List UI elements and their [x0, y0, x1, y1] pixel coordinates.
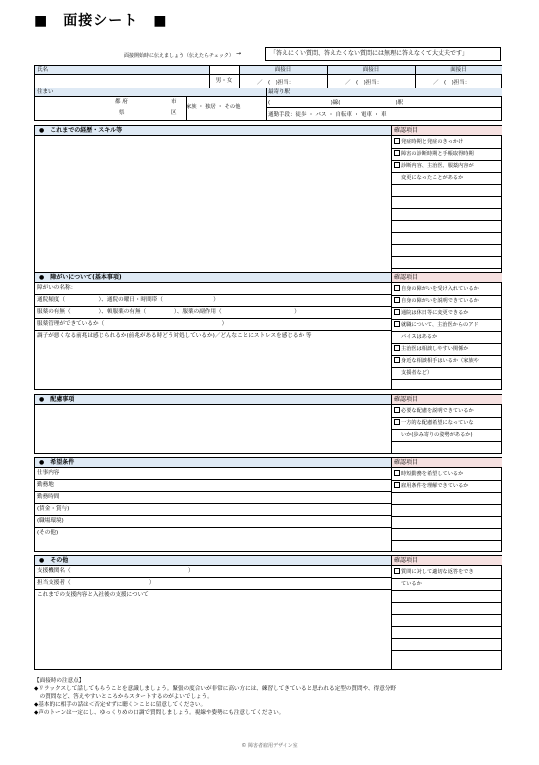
checkbox[interactable]	[394, 568, 400, 574]
form-row[interactable]: (職場環境)	[35, 516, 391, 528]
note-item: ◆基本的に相手の話は＜否定せずに聴く＞ことに留意してください。	[34, 702, 207, 708]
form-row[interactable]: 担当支援者（ ）	[35, 578, 391, 590]
checkbox[interactable]	[394, 407, 400, 413]
check-item: 診断内容、主治医、服薬内容が	[401, 163, 474, 169]
copyright-footer: © 障害者雇用デザイン室	[241, 743, 298, 749]
check-item: 発症時期と発症のきっかけ	[401, 139, 464, 145]
check-header: 確認項目	[391, 395, 502, 405]
interview-date-field-1[interactable]: ／ ( )担当：	[257, 80, 295, 86]
form-row[interactable]: 支援機関名（ ）	[35, 566, 391, 578]
notes-block	[34, 677, 502, 717]
blank-row[interactable]	[392, 493, 502, 505]
address-label: 住まい	[35, 88, 266, 96]
checkbox[interactable]	[394, 321, 400, 327]
check-item: 質問に対して適切な返答をでき	[401, 569, 474, 575]
note-item: ◆声のトーンは一定にし、ゆっくりめの口調で質問しましょう。視線や姿勢にも注意してください。	[34, 710, 285, 716]
checkbox[interactable]	[394, 345, 400, 351]
check-header: 確認項目	[391, 126, 502, 136]
check-item: 支援者など）	[392, 368, 502, 380]
name-label: 氏名	[35, 66, 209, 74]
form-row[interactable]: 服薬の有無（ ）、頓服薬の有無（ ）、服薬の副作用（ ）	[35, 307, 391, 319]
form-row[interactable]: 調子が悪くなる前兆は感じられるか(前兆がある時どう対処しているか)／どんなことにストレスを感じるか 等	[37, 333, 312, 339]
blank-row[interactable]	[392, 591, 502, 603]
prefecture-label: 都 府	[115, 99, 128, 105]
note-item: ◆リラックスして話してもらうことを意識しましょう。緊張の度合いが非常に高い方には、練習してきていると思われる定型の質問や、得意分野	[34, 686, 397, 692]
checkbox[interactable]	[394, 162, 400, 168]
check-header: 確認項目	[391, 556, 502, 566]
checkbox[interactable]	[394, 470, 400, 476]
check-item: 変更になったことがあるか	[392, 173, 502, 185]
blank-row[interactable]	[392, 639, 502, 651]
form-row[interactable]: (賃金・賞与)	[35, 504, 391, 516]
instruction-text: 面接開始時に伝えましょう（伝えたらチェック）	[124, 53, 234, 59]
check-item: 就職について、主治医からのアド	[401, 322, 479, 328]
ward-label: 区	[171, 110, 177, 116]
interview-date-label-2: 面接日	[327, 66, 415, 74]
check-item: 通院は休日等に変更できるか	[401, 310, 469, 316]
form-row[interactable]: 服薬管理ができているか（ ）	[35, 319, 391, 331]
check-item: 身近な相談相手はいるか（家族や	[401, 358, 479, 364]
check-item: ているか	[392, 579, 502, 591]
check-item: 雇用条件を理解できているか	[401, 483, 469, 489]
interview-date-label-3: 面接日	[415, 66, 502, 74]
section-other	[34, 555, 502, 670]
section-disability	[34, 272, 502, 390]
form-row[interactable]: (その他)	[37, 530, 59, 536]
city-label: 市	[171, 99, 177, 105]
blank-row[interactable]	[392, 257, 502, 269]
check-header: 確認項目	[391, 273, 502, 283]
blank-row[interactable]	[392, 627, 502, 639]
gender-field[interactable]: 男・女	[215, 78, 233, 84]
blank-row[interactable]	[392, 517, 502, 529]
page-title: ■ 面接シート ■	[34, 13, 168, 29]
prefecture-label-2: 県	[119, 110, 125, 116]
station-field[interactable]: ( )線( )駅	[268, 100, 404, 106]
checkbox[interactable]	[394, 150, 400, 156]
interview-date-field-2[interactable]: ／ ( )担当：	[345, 80, 383, 86]
commute-field[interactable]: 通勤手段：徒歩 ・ バス ・ 自転車 ・ 電車 ・ 車	[268, 112, 387, 118]
blank-row[interactable]	[392, 221, 502, 233]
note-item: の質問など、答えやすいところからスタートするのがよいでしょう。	[34, 694, 213, 700]
notes-title: 【面接時の注意点】	[34, 678, 85, 684]
checkbox[interactable]	[394, 419, 400, 425]
blank-row[interactable]	[392, 603, 502, 615]
check-item: 障害の診断時期と手帳取得時期	[401, 151, 474, 157]
arrow-icon: →	[236, 50, 242, 57]
check-item: 自身の障がいを受け入れているか	[401, 286, 479, 292]
blank-row[interactable]	[392, 197, 502, 209]
blank-row[interactable]	[392, 529, 502, 541]
form-row[interactable]: 勤務地	[35, 480, 391, 492]
blank-row[interactable]	[392, 245, 502, 257]
section-career	[34, 125, 502, 273]
check-item: 時短勤務を希望しているか	[401, 471, 464, 477]
section-title: ● 障がいについて(基本事項)	[35, 273, 391, 283]
blank-row[interactable]	[392, 505, 502, 517]
interview-date-field-3[interactable]: ／ ( )担当：	[433, 80, 471, 86]
form-row[interactable]: 仕事内容	[35, 468, 391, 480]
checkbox[interactable]	[394, 285, 400, 291]
form-row[interactable]: 通院頻度（ ）、通院の曜日・時間帯（ ）	[35, 295, 391, 307]
section-title: ● その他	[35, 556, 391, 566]
checkbox[interactable]	[394, 309, 400, 315]
blank-row[interactable]	[392, 615, 502, 627]
form-row[interactable]: 障がいの名称：	[35, 283, 391, 295]
section-conditions	[34, 457, 502, 552]
family-field[interactable]: 家族 ・ 独居 ・ その他	[186, 104, 241, 110]
checkbox[interactable]	[394, 482, 400, 488]
instruction-box: 「答えにくい質問、答えたくない質問には無理に答えなくて大丈夫です」	[265, 47, 501, 61]
section-consideration	[34, 394, 502, 454]
blank-row[interactable]	[392, 209, 502, 221]
check-item: 一方的な配慮希望になっていな	[401, 420, 474, 426]
station-label: 最寄り駅	[266, 88, 502, 96]
check-header: 確認項目	[391, 458, 502, 468]
blank-row[interactable]	[392, 185, 502, 197]
blank-row[interactable]	[392, 233, 502, 245]
interview-date-label-1: 面接日	[239, 66, 327, 74]
checkbox[interactable]	[394, 138, 400, 144]
check-item: バイスはあるか	[392, 332, 502, 344]
checkbox[interactable]	[394, 297, 400, 303]
section-title: ● 配慮事項	[35, 395, 391, 405]
form-row[interactable]: 勤務時間	[35, 492, 391, 504]
check-item: 自身の障がいを説明できているか	[401, 298, 479, 304]
check-item: いか(歩み寄りの姿勢があるか)	[392, 430, 502, 442]
checkbox[interactable]	[394, 357, 400, 363]
section-title: ● これまでの経歴・スキル等	[35, 126, 391, 136]
form-row[interactable]: これまでの支援内容と入社後の支援について	[37, 592, 149, 598]
check-item: 主治医は相談しやすい関係か	[401, 346, 469, 352]
check-item: 必要な配慮を説明できているか	[401, 408, 474, 414]
header-block	[34, 65, 502, 121]
section-title: ● 希望条件	[35, 458, 391, 468]
